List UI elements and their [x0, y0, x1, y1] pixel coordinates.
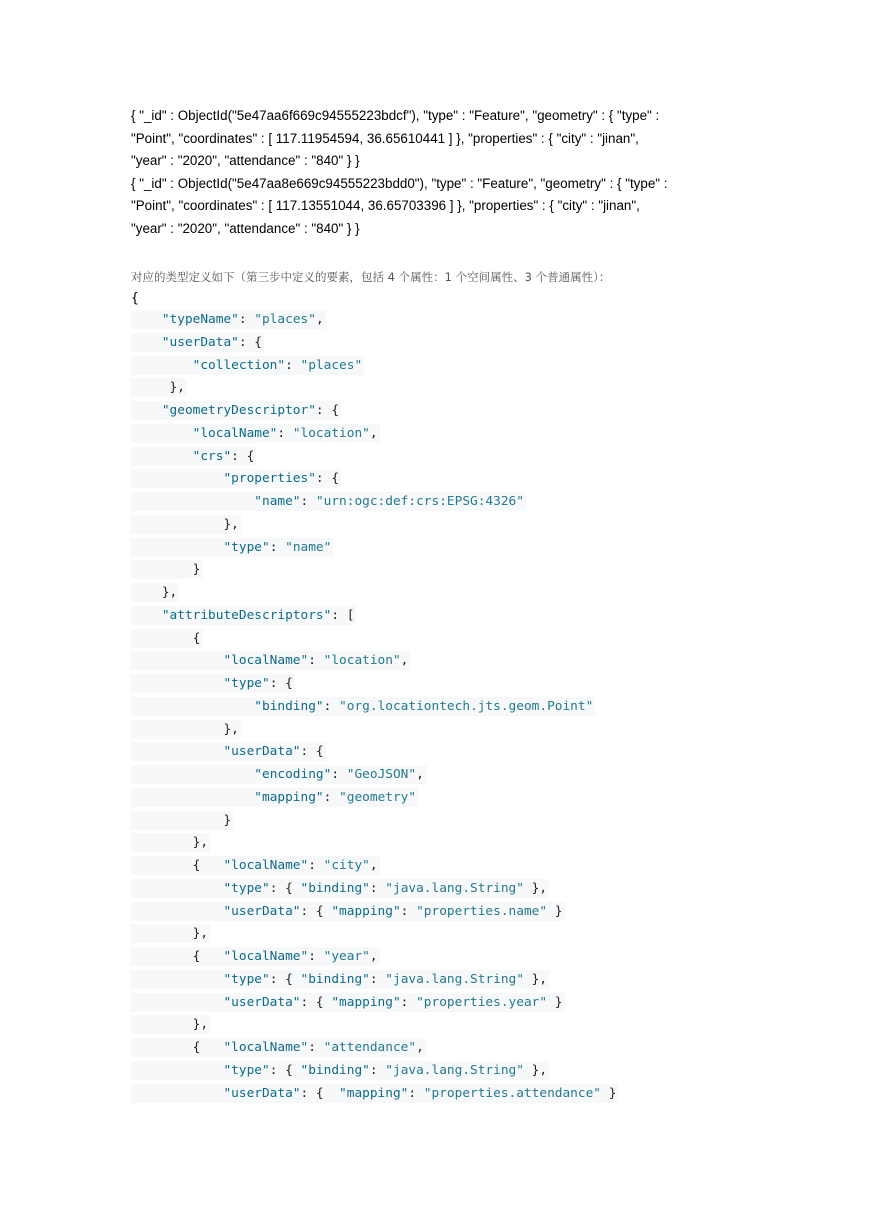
code-line	[131, 856, 751, 875]
code-line	[131, 1015, 751, 1034]
code-line	[131, 970, 751, 989]
code-line	[131, 538, 751, 557]
code-line	[131, 310, 751, 329]
code-line-text: "type": "name"	[131, 538, 333, 557]
code-line-text: "userData": {	[131, 333, 264, 352]
code-line-text: },	[131, 380, 185, 396]
code-line	[131, 447, 751, 466]
code-line	[131, 788, 751, 807]
code-line	[131, 947, 751, 966]
code-line-text: },	[131, 1017, 209, 1033]
code-line-text: "userData": { "mapping": "properties.name" }	[131, 902, 565, 921]
code-line-text: "userData": { "mapping": "properties.attendance" }	[131, 1084, 618, 1103]
code-line-text: "typeName": "places",	[131, 310, 326, 329]
code-line-text: "crs": {	[131, 447, 256, 466]
mongodb-records	[131, 105, 751, 240]
code-line-text: "localName": "location",	[131, 651, 410, 670]
code-line	[131, 401, 751, 420]
code-line	[131, 742, 751, 761]
code-line-text: "type": {	[131, 674, 295, 693]
code-line-text: "userData": {	[131, 742, 326, 761]
code-line	[131, 833, 751, 852]
code-line-text: "localName": "location",	[131, 424, 380, 443]
record-line: "year" : "2020", "attendance" : "840" } }	[131, 220, 360, 236]
code-line	[131, 1038, 751, 1057]
code-line	[131, 606, 751, 625]
code-line-text: },	[131, 926, 209, 942]
code-line	[131, 1084, 751, 1103]
document-body	[131, 105, 751, 1106]
code-line	[131, 629, 751, 648]
code-line	[131, 674, 751, 693]
json-open-brace: {	[131, 291, 139, 306]
code-line	[131, 720, 751, 739]
record-line: "year" : "2020", "attendance" : "840" } }	[131, 153, 360, 168]
code-line-text: { "localName": "city",	[131, 858, 378, 873]
code-line	[131, 492, 751, 511]
code-line	[131, 993, 751, 1012]
code-line-text: }	[131, 812, 232, 828]
code-line	[131, 515, 751, 534]
code-line-text: },	[131, 516, 239, 532]
code-line-text: {	[131, 630, 201, 646]
code-line-text: },	[131, 835, 209, 851]
code-line	[131, 651, 751, 670]
record-line: "Point", "coordinates" : [ 117.11954594, 36.65610441 ] }, "properties" : { "city" : "jinan",	[131, 130, 639, 146]
code-line-text: "properties": {	[131, 469, 341, 488]
code-line	[131, 902, 751, 921]
code-line	[131, 1061, 751, 1080]
code-line	[131, 765, 751, 784]
code-line	[131, 583, 751, 602]
code-line	[131, 424, 751, 443]
code-line	[131, 811, 751, 830]
code-line-text: "attributeDescriptors": [	[131, 606, 356, 625]
code-line-text: "collection": "places"	[131, 356, 364, 375]
type-definition-caption: 对应的类型定义如下（第三步中定义的要素，包括 4 个属性：1 个空间属性、3 个普通属性）：	[131, 270, 611, 284]
record-line: { "_id" : ObjectId("5e47aa6f669c94555223bdcf"), "type" : "Feature", "geometry" : { "type" :	[131, 108, 660, 123]
code-line	[131, 333, 751, 352]
code-line-text: "type": { "binding": "java.lang.String" },	[131, 879, 549, 898]
code-line-text: { "localName": "year",	[131, 949, 378, 964]
code-line	[131, 469, 751, 488]
code-line-text: },	[131, 585, 178, 600]
record-line: "Point", "coordinates" : [ 117.13551044, 36.65703396 ] }, "properties" : { "city" : "jinan",	[131, 198, 640, 213]
code-line	[131, 560, 751, 579]
code-line	[131, 697, 751, 716]
code-line-text: "type": { "binding": "java.lang.String" },	[131, 1061, 549, 1080]
code-line-text: "type": { "binding": "java.lang.String" },	[131, 970, 549, 989]
code-line-text: "mapping": "geometry"	[131, 788, 418, 807]
code-line	[131, 378, 751, 397]
code-line-text: }	[131, 562, 201, 578]
code-line-text: },	[131, 721, 239, 737]
code-line-text: "encoding": "GeoJSON",	[131, 765, 426, 784]
code-line-text: "binding": "org.locationtech.jts.geom.Point"	[131, 697, 595, 716]
code-line	[131, 356, 751, 375]
code-line	[131, 879, 751, 898]
code-line-text: "geometryDescriptor": {	[131, 401, 341, 420]
record-line: { "_id" : ObjectId("5e47aa8e669c94555223bdd0"), "type" : "Feature", "geometry" : { "type" :	[131, 175, 668, 191]
json-code-block	[131, 310, 751, 1103]
code-line-text: "userData": { "mapping": "properties.year" }	[131, 993, 565, 1012]
code-line	[131, 924, 751, 943]
code-line-text: { "localName": "attendance",	[131, 1040, 424, 1055]
code-line-text: "name": "urn:ogc:def:crs:EPSG:4326"	[131, 492, 526, 511]
